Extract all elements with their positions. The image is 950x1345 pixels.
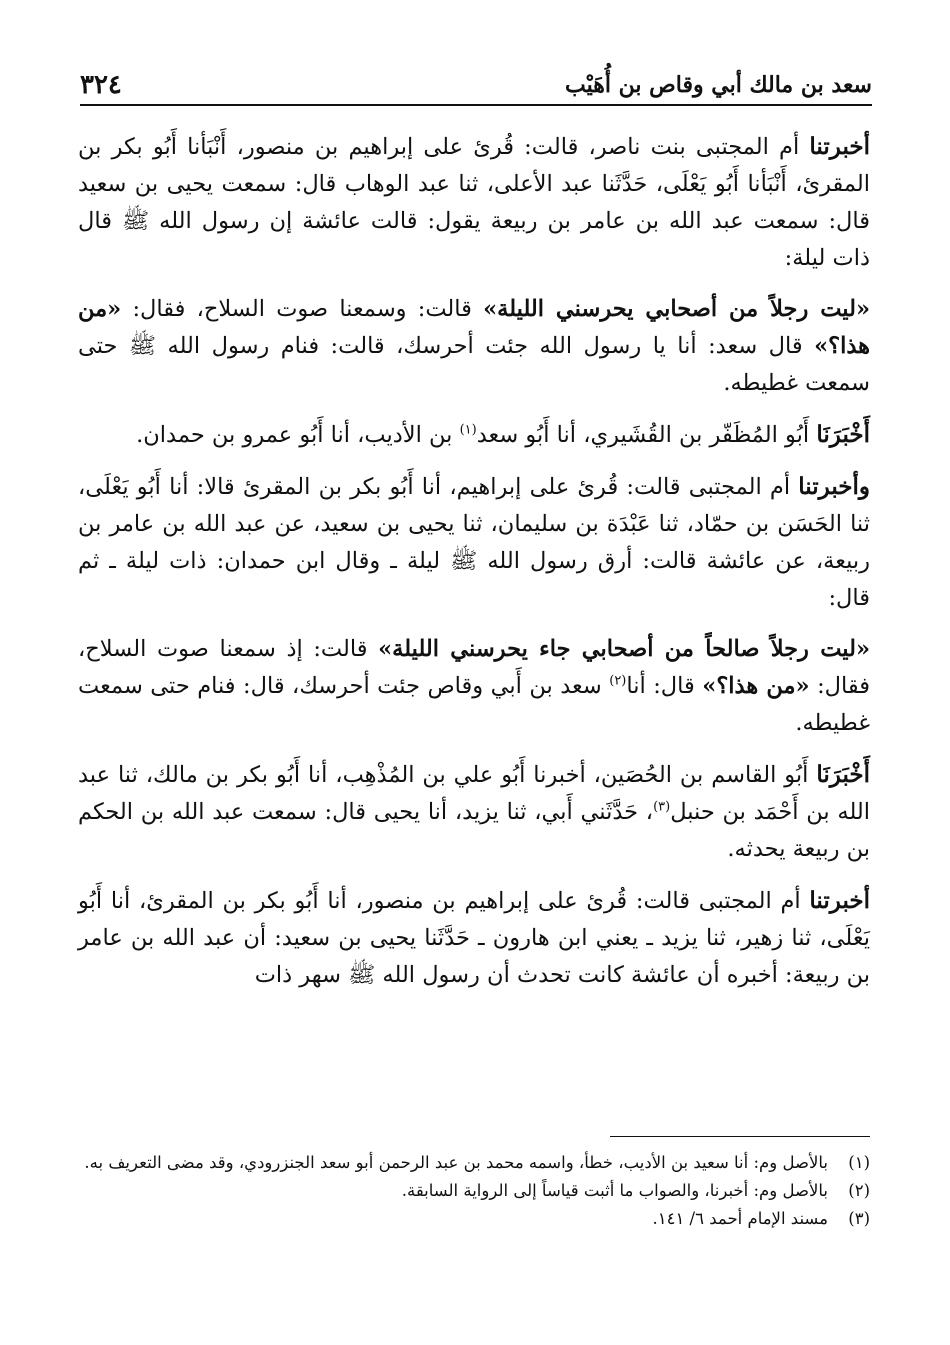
footnotes [78,1150,870,1234]
paragraph-3 [78,416,870,454]
footnote-ref[interactable]: (٣) [653,799,671,815]
paragraph-5 [78,631,870,742]
hadith-quote: «من هذا؟» [702,673,810,699]
running-title: سعد بن مالك أبي وقاص بن أُهَيْب [565,72,872,98]
footnote-divider [610,1136,870,1137]
paragraph-6 [78,756,870,868]
paragraph-7 [78,882,870,994]
hadith-quote: «من هذا؟» [78,296,871,359]
paragraph-lead: وأخبرتنا [798,473,870,500]
paragraph-text: أم المجتبى قالت: قُرئ على إبراهيم، أنا أَبُو بكر بن المقرئ قالا: أنا أَبُو يَعْلَى، ثنا الحَسَن بن حمّاد، ثنا عَبْدَة بن سليمان، ثنا يحيى بن سعيد، عن عبد الله بن عامر بن ربيعة، عن عائشة قالت: أرق رسول الله ﷺ ليلة ـ وقال ابن حمدان: ذات ليلة ـ ثم قال: [78,474,870,611]
footnote-text: مسند الإمام أحمد ٦/ ١٤١. [652,1209,828,1228]
footnote-item [78,1206,870,1232]
hadith-quote: «ليت رجلاً صالحاً من أصحابي جاء يحرسني الليلة» [378,636,871,662]
footnote-number: (٣) [848,1209,870,1228]
footnote-ref[interactable]: (٢) [609,673,627,689]
main-text [78,128,870,1008]
paragraph-text: قالت: إذ سمعنا صوت السلاح، فقال: [78,636,870,699]
paragraph-text: أَبُو المُظَفّر بن القُشَيري، أنا أَبُو سعد [476,422,810,448]
hadith-quote: «ليت رجلاً من أصحابي يحرسني الليلة» [483,296,871,322]
footnote-ref[interactable]: (١) [459,422,477,438]
footnote-item [78,1150,870,1176]
paragraph-text: قال: أنا [626,673,695,699]
page-number: ٣٢٤ [80,70,122,100]
paragraph-2 [78,291,870,402]
paragraph-text: أم المجتبى بنت ناصر، قالت: قُرئ على إبراهيم بن منصور، أَنْبَأنا أَبُو بكر بن المقرئ، أَنْبَأنا أَبُو يَعْلَى، حَدَّثَنا عبد الأعلى، ثنا عبد الوهاب قال: سمعت يحيى بن سعيد قال: سمعت عبد الله بن عامر بن ربيعة يقول: قالت عائشة إن رسول الله ﷺ قال ذات ليلة: [78,134,870,271]
footnote-text: بالأصل وم: أخبرنا، والصواب ما أثبت قياساً إلى الرواية السابقة. [401,1181,828,1200]
paragraph-text: أَبُو القاسم بن الحُصَين، أخبرنا أَبُو علي بن المُذْهِب، أنا أَبُو بكر بن مالك، ثنا عبد الله بن أَحْمَد بن حنبل [78,762,871,825]
paragraph-1 [78,128,870,277]
paragraph-text: قال سعد: أنا يا رسول الله جئت أحرسك، قالت: فنام رسول الله ﷺ حتى سمعت غطيطه. [78,333,870,396]
paragraph-text: ، حَدَّثَني أَبي، ثنا يزيد، أنا يحيى قال: سمعت عبد الله بن الحكم بن ربيعة يحدثه. [78,799,870,862]
paragraph-lead: أخبرتنا [809,133,871,160]
paragraph-text: أم المجتبى قالت: قُرئ على إبراهيم بن منصور، أنا أَبُو بكر بن المقرئ، أنا أَبُو يَعْلَى، ثنا زهير، ثنا يزيد ـ يعني ابن هارون ـ حَدَّثَنا يحيى بن سعيد: أن عبد الله بن عامر بن ربيعة: أخبره أن عائشة كانت تحدث أن رسول الله ﷺ سهر ذات [78,888,870,988]
paragraph-text: بن الأديب، أنا أَبُو عمرو بن حمدان. [136,422,453,448]
footnote-text: بالأصل وم: أنا سعيد بن الأديب، خطأ، واسمه محمد بن عبد الرحمن أبو سعد الجنزرودي، وقد مضى التعريف به. [84,1153,828,1172]
paragraph-lead: أخبرتنا [809,887,870,914]
paragraph-lead: أَخْبَرَنَا [816,761,870,788]
paragraph-4 [78,468,870,617]
footnote-number: (١) [848,1153,870,1172]
paragraph-text: قالت: وسمعنا صوت السلاح، فقال: [132,296,472,322]
footnote-number: (٢) [848,1181,870,1200]
paragraph-lead: أَخْبَرَنَا [816,421,870,448]
page-header [80,58,872,106]
paragraph-text: سعد بن أَبي وقاص جئت أحرسك، قال: فنام حتى سمعت غطيطه. [78,673,870,736]
footnote-item [78,1178,870,1204]
